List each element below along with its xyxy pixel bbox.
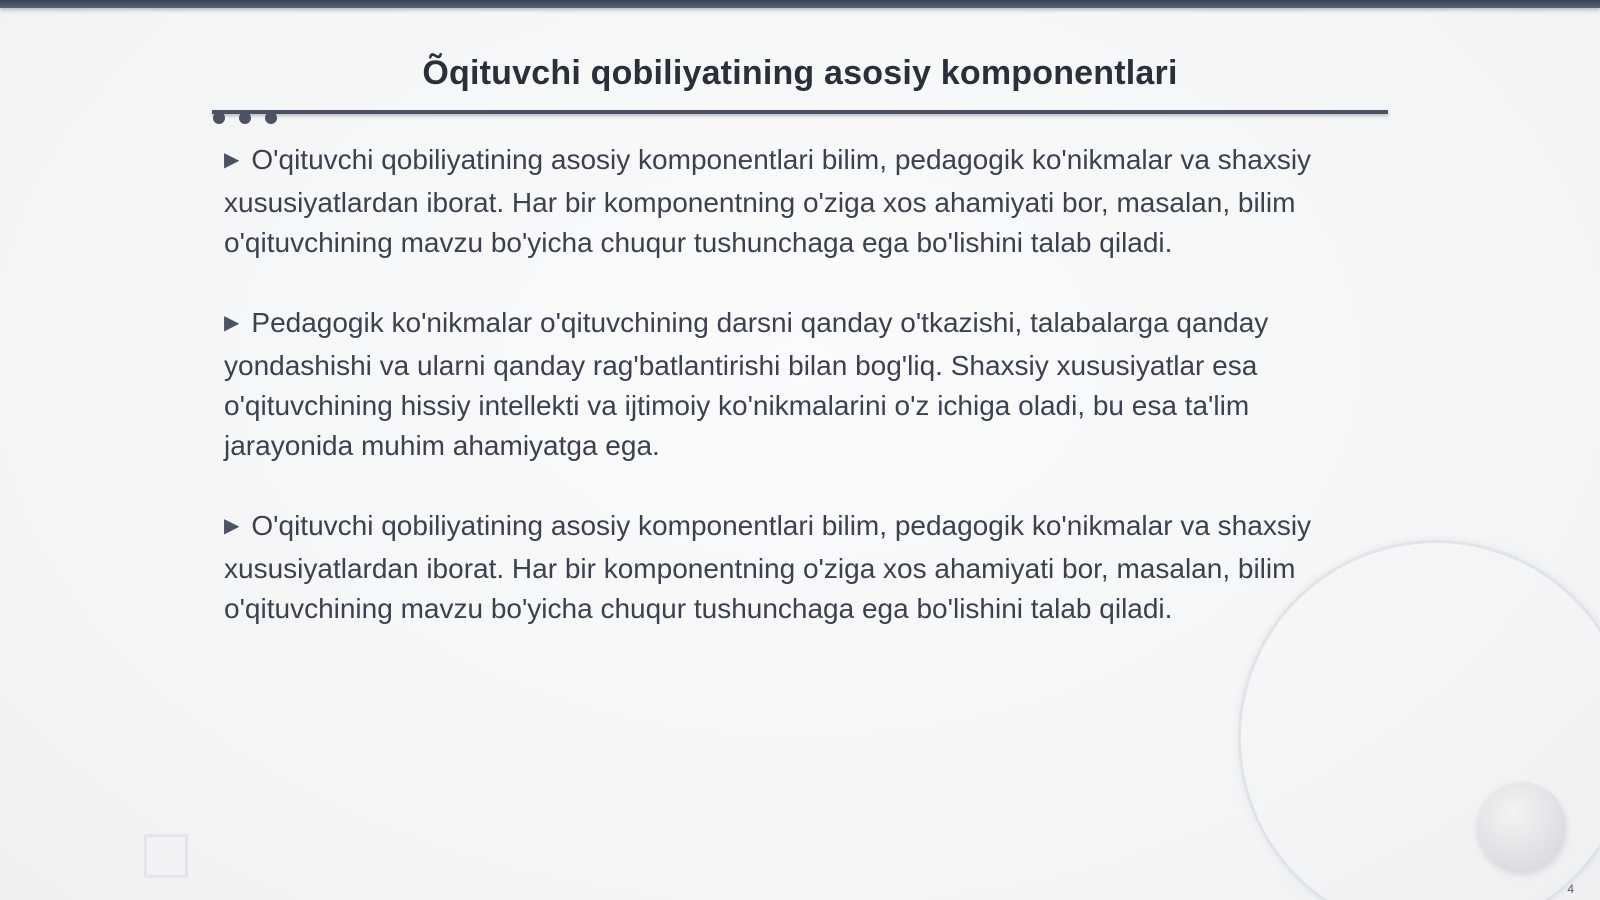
decorative-dot xyxy=(239,112,251,124)
decorative-sphere xyxy=(1478,782,1566,870)
decorative-dot xyxy=(265,112,277,124)
decorative-square xyxy=(144,834,188,878)
triangle-bullet-icon: ▶ xyxy=(224,312,240,334)
paragraph-text: O'qituvchi qobiliyatining asosiy komponentlari bilim, pedagogik ko'nikmalar va shaxsiy xususiyatlardan iborat. Har bir komponentning o'ziga xos ahamiyati bor, masalan, bilim o'qituvchining mavzu bo'yicha chuqur tushunchaga ega bo'lishini talab qiladi. xyxy=(224,144,1312,258)
decorative-dot xyxy=(213,112,225,124)
top-bar xyxy=(0,0,1600,8)
bullet-paragraph-1 xyxy=(224,140,1384,263)
title-underline xyxy=(212,110,1388,114)
paragraph-text: Pedagogik ko'nikmalar o'qituvchining darsni qanday o'tkazishi, talabalarga qanday yondashishi va ularni qanday rag'batlantirishi bilan bog'liq. Shaxsiy xususiyatlar esa o'qituvchining hissiy intellekti va ijtimoiy ko'nikmalarini o'z ichiga oladi, bu esa ta'lim jarayonida muhim ahamiyatga ega. xyxy=(224,307,1269,461)
slide-body xyxy=(224,140,1384,669)
page-number: 4 xyxy=(1567,882,1574,896)
triangle-bullet-icon: ▶ xyxy=(224,515,240,537)
bullet-paragraph-2 xyxy=(224,303,1384,466)
triangle-bullet-icon: ▶ xyxy=(224,149,240,171)
slide-title: Õqituvchi qobiliyatining asosiy komponentlari xyxy=(422,54,1178,92)
bullet-paragraph-3 xyxy=(224,506,1384,629)
paragraph-text: O'qituvchi qobiliyatining asosiy komponentlari bilim, pedagogik ko'nikmalar va shaxsiy xususiyatlardan iborat. Har bir komponentning o'ziga xos ahamiyati bor, masalan, bilim o'qituvchining mavzu bo'yicha chuqur tushunchaga ega bo'lishini talab qiladi. xyxy=(224,510,1312,624)
